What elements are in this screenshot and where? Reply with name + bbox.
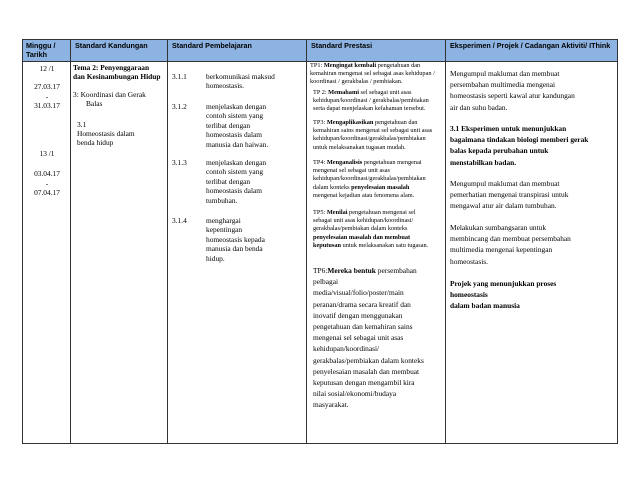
tp6-line xyxy=(313,265,444,276)
tp3-line: kehidupan/koordinasi/gerakbalas/pembiakan xyxy=(313,135,426,143)
experiment-line: menstabilkan badan. xyxy=(450,157,517,167)
tp6-line: inovatif dengan menggunakan xyxy=(313,310,403,320)
tp1-line: kemahiran mengenai sel sebagai asas kehidupan / xyxy=(310,70,435,78)
lesson-plan-table xyxy=(22,39,618,444)
standard-text xyxy=(206,102,268,149)
tp1-code: TP1: xyxy=(310,62,323,69)
tp3-block xyxy=(313,119,444,152)
tp1-rest: pengetahuan dan xyxy=(376,62,421,69)
header-minggu: Minggu / Tarikh xyxy=(26,41,56,59)
standard-number: 3.1.2 xyxy=(172,102,187,111)
header-pembelajaran: Standard Pembelajaran xyxy=(172,41,252,50)
tp1-key: Mengingat kembali xyxy=(323,62,377,69)
standard-line: contoh sistem yang xyxy=(206,111,264,121)
standard-text xyxy=(206,158,266,205)
tp1-block xyxy=(310,62,444,87)
tp4-line xyxy=(313,159,444,167)
tp6-key: Mereka bentuk xyxy=(327,266,376,275)
tp4-rest: pengetahuan mengenai xyxy=(362,159,422,166)
tp4-key: Menganalisis xyxy=(326,159,363,166)
tp5-rest: pengetahuan mengenai sel xyxy=(347,209,416,216)
standard-text xyxy=(206,216,265,263)
standard-number: 3.1.1 xyxy=(172,72,187,81)
tp4-code: TP4: xyxy=(313,159,326,166)
tp5-line xyxy=(313,242,444,250)
tp2-key: Memahami xyxy=(328,89,359,96)
column-divider xyxy=(70,40,71,443)
activity-line: Mengumpul maklumat dan membuat xyxy=(450,179,560,188)
date-end: 07.04.17 xyxy=(34,188,60,197)
standard-line: manusia dan haiwan. xyxy=(206,139,269,149)
tp3-line xyxy=(313,119,444,127)
tp2-line: kehidupan/koordinasi / gerakbalas/pembiakan xyxy=(313,97,429,105)
tp3-rest: pengetahuan dan xyxy=(373,119,418,126)
tp4-line: mengenai kejadian atau fenomena alam. xyxy=(313,191,415,199)
standard-line: menghargai xyxy=(206,216,241,225)
tp6-line: mengenai sel sebagai unit asas xyxy=(313,333,404,343)
tp2-rest: sel sebagai unit asas xyxy=(358,89,412,96)
standard-line: terlibat dengan xyxy=(206,176,251,186)
tp5-line xyxy=(313,209,444,217)
standard-line: homeostasis kepada xyxy=(206,234,265,244)
activity-block xyxy=(450,178,616,212)
standard-line: berkomunikasi maksud xyxy=(206,72,275,81)
tp4-line xyxy=(313,184,444,192)
week-label: 13 /1 xyxy=(39,149,55,158)
project-block xyxy=(450,278,616,312)
standard-line: homeostasis. xyxy=(206,81,244,91)
standard-text xyxy=(206,72,275,91)
header-prestasi: Standard Prestasi xyxy=(311,41,373,50)
standard-line: manusia dan benda xyxy=(206,244,263,254)
tp6-code: TP6: xyxy=(313,266,328,275)
tp4-line: mengenai sel sebagai unit asas xyxy=(313,167,390,175)
tp6-rest: persembahan xyxy=(375,266,417,275)
tp6-line: masyarakat. xyxy=(313,400,349,410)
tp6-line: kehidupan/koordinasi/ xyxy=(313,344,380,354)
standard-line: kepentingan xyxy=(206,225,243,235)
column-divider xyxy=(167,40,168,443)
subtopic-title-cont: Balas xyxy=(86,99,103,108)
date-dash: - xyxy=(45,179,49,188)
tp5-key: Menilai xyxy=(326,209,348,216)
tp4-key-phrase: penyelesaian masalah xyxy=(351,183,410,191)
activity-block xyxy=(450,68,616,113)
tp2-block xyxy=(313,89,444,114)
tp6-line: penyelesaian masalah dan membuat xyxy=(313,366,420,376)
header-eksperimen: Eksperimen / Projek / Cadangan Aktiviti/ IThink xyxy=(450,41,611,50)
column-divider xyxy=(306,40,307,443)
experiment-line: 3.1 Eksperimen untuk menunjukkan xyxy=(450,124,567,133)
date-start: 27.03.17 xyxy=(34,82,60,91)
tp5-block xyxy=(313,209,444,250)
date-start: 03.04.17 xyxy=(34,169,60,178)
standard-number: 3.1.4 xyxy=(172,216,187,225)
standard-line: contoh sistem yang xyxy=(206,167,264,177)
standard-line: menjelaskan dengan xyxy=(206,158,267,167)
standard-line: menjelaskan dengan xyxy=(206,102,267,111)
standard-line: tumbuhan. xyxy=(206,195,238,205)
tp3-key: Mengaplikasikan xyxy=(326,119,374,126)
activity-line: Melakukan sumbangsaran untuk xyxy=(450,223,547,232)
activity-line: Mengumpul maklumat dan membuat xyxy=(450,69,560,78)
tp6-line: media/visual/folio/poster/main xyxy=(313,288,404,298)
tp6-line: gerakbalas/pembiakan dalam konteks xyxy=(313,355,424,365)
standard-number: 3.1.3 xyxy=(172,158,187,167)
activity-line: multimedia mengenai kepentingan xyxy=(450,245,553,255)
tp6-line: pengetahuan dan kemahiran sains xyxy=(313,322,413,332)
tp2-line xyxy=(313,89,444,97)
activity-line: pemerhatian mengenai transpirasi untuk xyxy=(450,190,569,200)
tp3-code: TP3: xyxy=(313,119,326,126)
tp6-block xyxy=(313,265,444,444)
tp3-line: kemahiran sains mengenai sel sebagai unit asas xyxy=(313,127,433,135)
tp1-line xyxy=(310,62,444,70)
project-line: homeostasis xyxy=(450,290,488,300)
tp6-line: keputusan dengan mengambil kira xyxy=(313,378,415,388)
activity-line: air dan suhu badan. xyxy=(450,102,508,112)
experiment-block xyxy=(450,123,616,168)
subtopic-title: 3: Koordinasi dan Gerak xyxy=(73,90,146,99)
tp5-line: sebagai unit asas kehidupan/koordinasi/ xyxy=(313,217,414,225)
tp6-line: peranan/drama secara kreatif dan xyxy=(313,299,411,309)
standard-line: hidup. xyxy=(206,253,225,263)
standard-line: homeostasis dalam xyxy=(206,130,263,140)
table-header-row xyxy=(23,40,617,62)
experiment-line: balas kepada perubahan untuk xyxy=(450,146,549,156)
activity-line: persembahan multimedia mengenai xyxy=(450,80,556,90)
tp4-text: dalam konteks xyxy=(313,183,352,191)
activity-block xyxy=(450,222,616,267)
tp5-key-phrase: penyelesaian masalah dan membuat xyxy=(313,233,411,241)
tp5-text: untuk melaksanakan satu tugasan. xyxy=(341,241,429,249)
experiment-line: bagaimana tindakan biologi memberi gerak xyxy=(450,135,589,145)
project-line: Projek yang menunjukkan proses xyxy=(450,279,557,288)
content-text: Homeostasis dalam xyxy=(77,129,135,138)
date-end: 31.03.17 xyxy=(34,101,60,110)
tp5-code: TP5: xyxy=(313,209,326,216)
date-dash: - xyxy=(45,92,49,101)
tema-title-cont: dan Kesinambungan Hidup xyxy=(73,72,161,81)
tp4-line: kehidupan/koordinasi/gerakbalas/pembiakan xyxy=(313,175,426,183)
activity-line: mengawal atur air dalam tumbuhan. xyxy=(450,201,557,211)
tp5-line: gerakbalas/pembiakan dalam konteks xyxy=(313,225,408,233)
tp6-line: pelbagai xyxy=(313,277,339,287)
tp5-key-phrase: keputusan xyxy=(313,241,342,249)
tp4-block xyxy=(313,159,444,200)
content-number: 3.1 xyxy=(77,120,87,129)
week-label: 12 /1 xyxy=(39,64,55,73)
activity-line: membincang dan membuat persembahan xyxy=(450,234,571,244)
standard-line: homeostasis dalam xyxy=(206,186,263,196)
tp6-line: nilai sosial/ekonomi/budaya xyxy=(313,389,397,399)
activity-line: homeostasis seperti kawal atur kandungan xyxy=(450,91,575,101)
standard-line: terlibat dengan xyxy=(206,120,251,130)
tema-title: Tema 2: Penyenggaraan xyxy=(73,63,150,72)
tp3-line: untuk melaksanakan tugasan mudah. xyxy=(313,143,406,151)
tp1-line: koordinasi / gerakbalas / pembiakan. xyxy=(310,78,403,86)
column-divider xyxy=(445,40,446,443)
content-text-cont: benda hidup xyxy=(77,138,114,147)
header-kandungan: Standard Kandungan xyxy=(75,41,148,50)
project-line: dalam badan manusia xyxy=(450,301,520,311)
tp2-code: TP 2: xyxy=(313,89,327,96)
tp2-line: serta dapat menjelaskan kefahaman tersebut. xyxy=(313,105,426,113)
activity-line: homeostasis. xyxy=(450,256,488,266)
